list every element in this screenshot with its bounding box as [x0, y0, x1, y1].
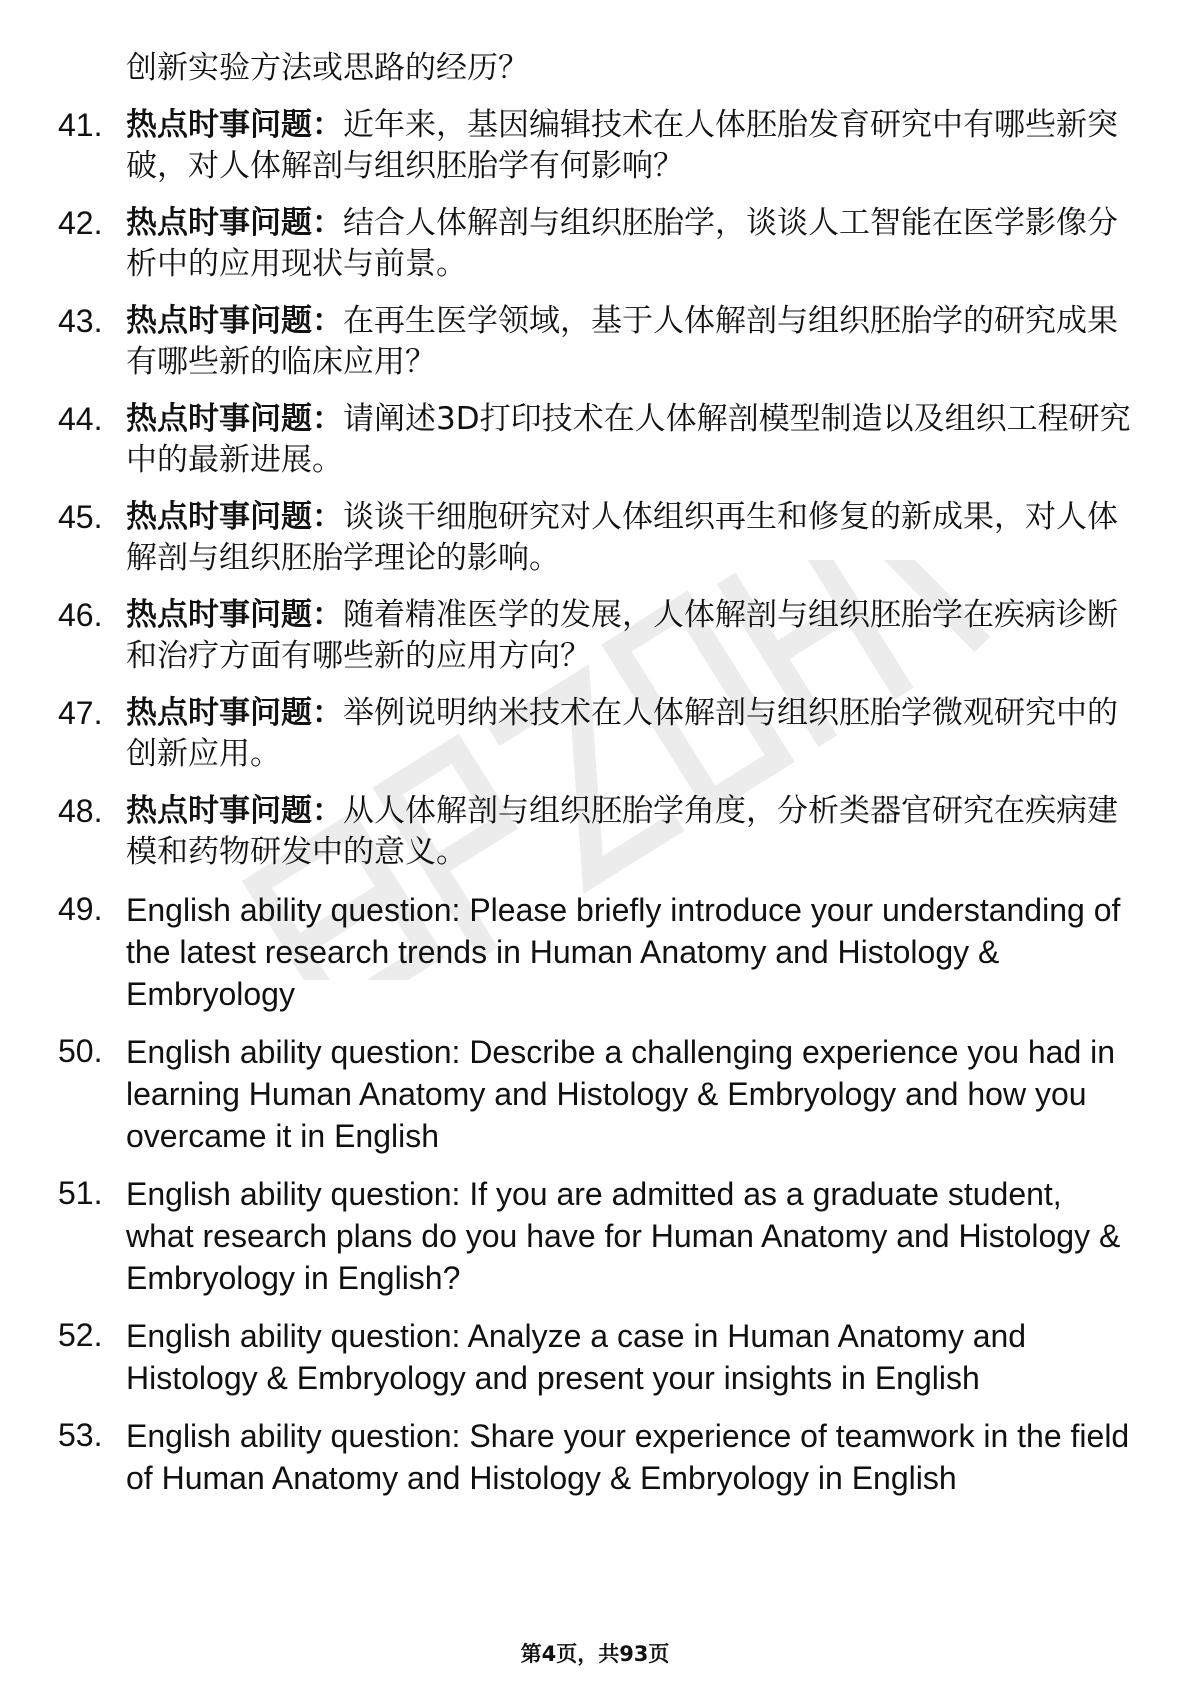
question-item-47	[58, 693, 1138, 775]
question-text: English ability question: Please briefly introduce your understanding of the latest research trends in Human Anatomy and Histology & Embryology	[126, 892, 1121, 1012]
question-number: 50.	[58, 1033, 103, 1069]
question-text: English ability question: Share your experience of teamwork in the field of Human Anatomy and Histology & Embryology in English	[126, 1418, 1130, 1496]
question-item-52	[58, 1315, 1138, 1399]
question-number: 41.	[58, 107, 103, 143]
question-number: 47.	[58, 695, 103, 731]
question-prefix: 热点时事问题：	[126, 597, 343, 633]
page-footer: 第4页，共93页	[520, 1642, 670, 1666]
question-number: 48.	[58, 793, 103, 829]
question-item-49	[58, 889, 1138, 1015]
question-body: 请阐述3D打印技术在人体解剖模型制造以及组织工程研究中的最新进展。	[126, 401, 1131, 478]
question-number: 51.	[58, 1175, 103, 1211]
question-text	[126, 105, 1138, 187]
question-text: English ability question: If you are admitted as a graduate student, what research plans do you have for Human Anatomy and Histology & Embryology in English?	[126, 1176, 1121, 1296]
question-number: 43.	[58, 303, 103, 339]
question-text	[126, 497, 1138, 579]
question-item-43	[58, 301, 1138, 383]
question-prefix: 热点时事问题：	[126, 303, 343, 339]
question-text	[126, 595, 1138, 677]
question-body: 随着精准医学的发展，人体解剖与组织胚胎学在疾病诊断和治疗方面有哪些新的应用方向？	[126, 597, 1118, 674]
question-item-46	[58, 595, 1138, 677]
question-prefix: 热点时事问题：	[126, 695, 343, 731]
continuation-text: 创新实验方法或思路的经历？	[126, 50, 529, 86]
question-text	[126, 399, 1138, 481]
question-item-53	[58, 1415, 1138, 1499]
question-text	[126, 203, 1138, 285]
question-prefix: 热点时事问题：	[126, 793, 343, 829]
question-text	[126, 301, 1138, 383]
question-text	[126, 693, 1138, 775]
question-list	[58, 48, 1138, 1515]
question-body: 谈谈干细胞研究对人体组织再生和修复的新成果，对人体解剖与组织胚胎学理论的影响。	[126, 499, 1118, 576]
question-text	[126, 791, 1138, 873]
question-item-42	[58, 203, 1138, 285]
question-prefix: 热点时事问题：	[126, 401, 343, 437]
question-text: English ability question: Analyze a case in Human Anatomy and Histology & Embryology and present your insights in English	[126, 1318, 1027, 1396]
question-number: 42.	[58, 205, 103, 241]
question-prefix: 热点时事问题：	[126, 499, 343, 535]
question-body: 结合人体解剖与组织胚胎学，谈谈人工智能在医学影像分析中的应用现状与前景。	[126, 205, 1118, 282]
question-body: 举例说明纳米技术在人体解剖与组织胚胎学微观研究中的创新应用。	[126, 695, 1118, 772]
question-body: 在再生医学领域，基于人体解剖与组织胚胎学的研究成果有哪些新的临床应用？	[126, 303, 1118, 380]
question-item-41	[58, 105, 1138, 187]
question-prefix: 热点时事问题：	[126, 205, 343, 241]
question-number: 52.	[58, 1317, 103, 1353]
question-item-44	[58, 399, 1138, 481]
question-item-48	[58, 791, 1138, 873]
question-text: English ability question: Describe a challenging experience you had in learning Human Anatomy and Histology & Embryology and how you overcame it in English	[126, 1034, 1116, 1154]
question-number: 44.	[58, 401, 103, 437]
question-number: 53.	[58, 1417, 103, 1453]
question-number: 45.	[58, 499, 103, 535]
question-number: 46.	[58, 597, 103, 633]
question-prefix: 热点时事问题：	[126, 107, 343, 143]
question-item-45	[58, 497, 1138, 579]
question-body: 近年来，基因编辑技术在人体胚胎发育研究中有哪些新突破，对人体解剖与组织胚胎学有何影响？	[126, 107, 1118, 184]
question-body: 从人体解剖与组织胚胎学角度，分析类器官研究在疾病建模和药物研发中的意义。	[126, 793, 1118, 870]
question-item-51	[58, 1173, 1138, 1299]
question-number: 49.	[58, 891, 103, 927]
question-item-50	[58, 1031, 1138, 1157]
